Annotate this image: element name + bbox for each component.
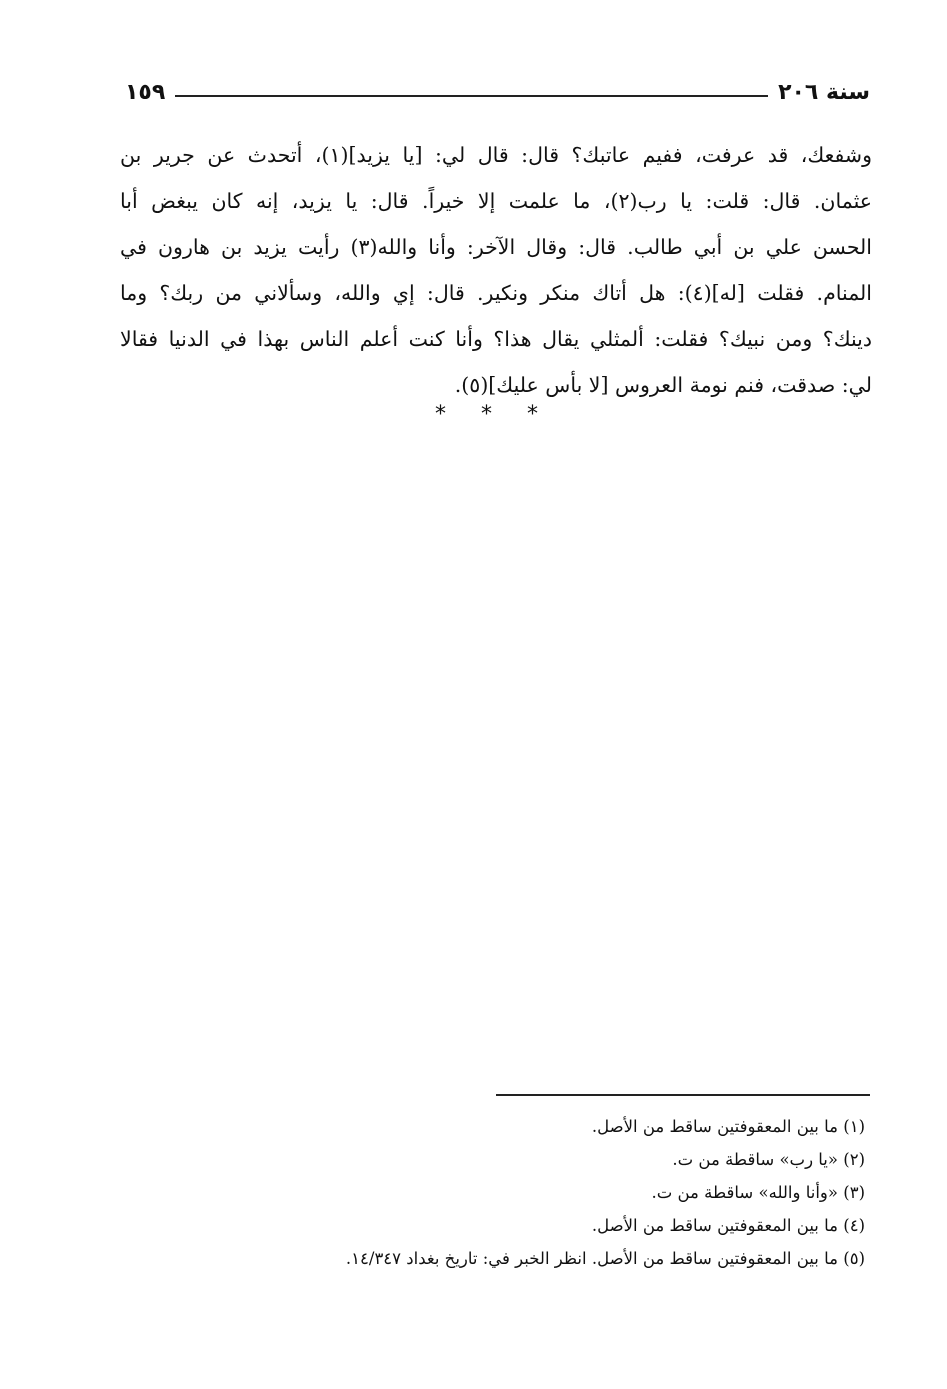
text-line-1: وشفعك، قد عرفت، ففيم عاتبك؟ قال: قال لي: [يا يزيد](١)، أتحدث عن جرير بن — [120, 143, 872, 167]
footnote-4: (٤) ما بين المعقوفتين ساقط من الأصل. — [591, 1216, 865, 1235]
footnote-rule — [496, 1094, 870, 1096]
main-text — [120, 132, 872, 408]
footnotes — [290, 1110, 865, 1275]
text-line-2: عثمان. قال: قلت: يا رب(٢)، ما علمت إلا خيراً. قال: يا يزيد، إنه كان يبغض أبا — [120, 189, 872, 213]
section-separator: * * * — [435, 402, 552, 427]
text-line-6: لي: صدقت، فنم نومة العروس [لا بأس عليك](٥). — [454, 373, 872, 397]
header-year-label: سنة ٢٠٦ — [778, 79, 870, 105]
footnote-3: (٣) «وأنا والله» ساقطة من ت. — [651, 1183, 865, 1202]
header-rule — [175, 95, 768, 97]
text-line-5: دينك؟ ومن نبيك؟ فقلت: ألمثلي يقال هذا؟ وأنا كنت أعلم الناس بهذا في الدنيا فقالا — [120, 327, 872, 351]
footnote-1: (١) ما بين المعقوفتين ساقط من الأصل. — [591, 1117, 865, 1136]
footnote-2: (٢) «يا رب» ساقطة من ت. — [672, 1150, 865, 1169]
text-line-3: الحسن علي بن أبي طالب. قال: وقال الآخر: وأنا والله(٣) رأيت يزيد بن هارون في — [120, 235, 872, 259]
text-line-4: المنام. فقلت [له](٤): هل أتاك منكر ونكير. قال: إي والله، وسألاني من ربك؟ وما — [120, 281, 872, 305]
running-header — [125, 72, 870, 112]
page-number: ١٥٩ — [125, 79, 166, 105]
footnote-5: (٥) ما بين المعقوفتين ساقط من الأصل. انظر الخبر في: تاريخ بغداد ١٤/٣٤٧. — [345, 1249, 865, 1268]
